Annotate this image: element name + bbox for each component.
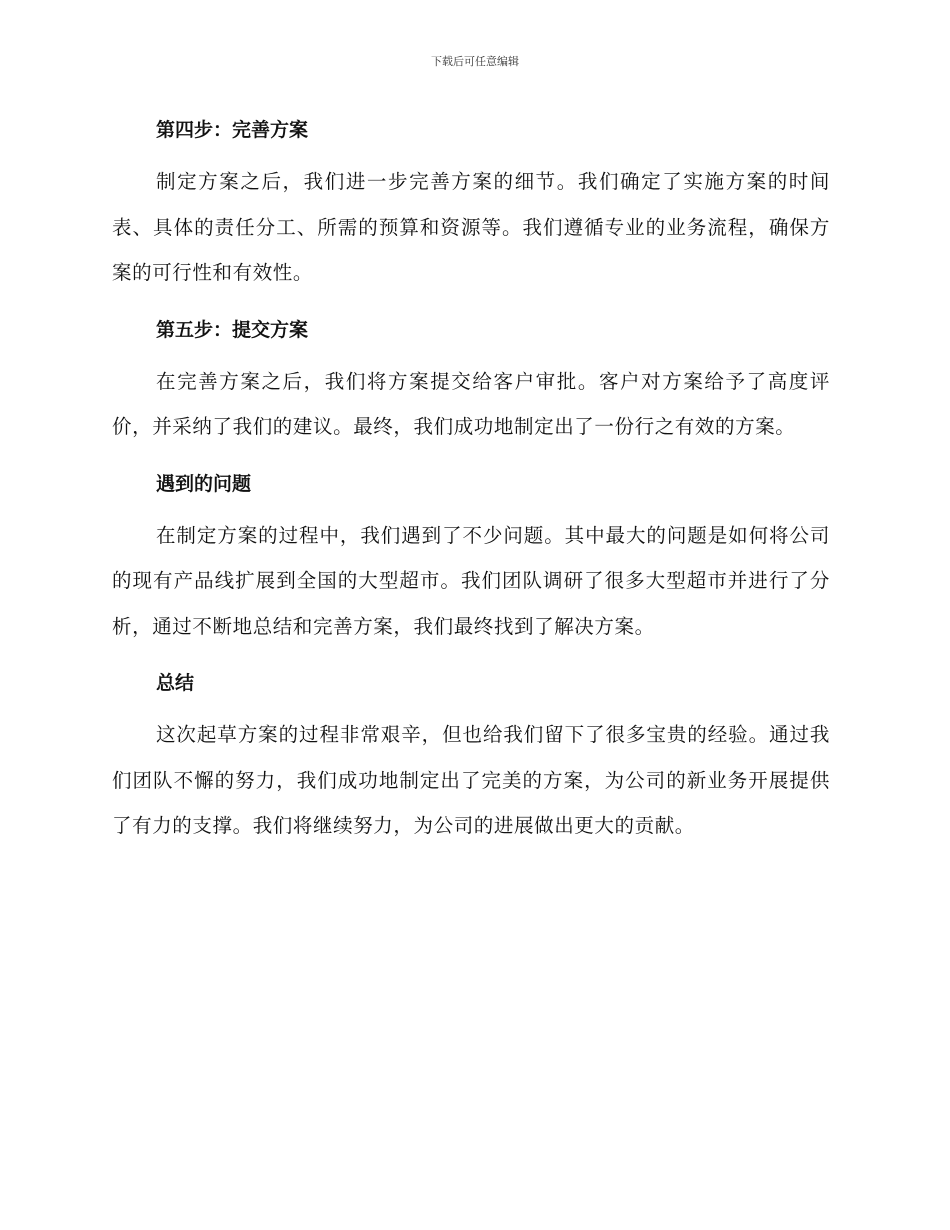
- section-paragraph: 在完善方案之后，我们将方案提交给客户审批。客户对方案给予了高度评价，并采纳了我们的建议。最终，我们成功地制定出了一份行之有效的方案。: [112, 369, 830, 438]
- section-step-five: [112, 310, 830, 450]
- section-heading: 遇到的问题: [156, 472, 252, 495]
- section-paragraph: 在制定方案的过程中，我们遇到了不少问题。其中最大的问题是如何将公司的现有产品线扩展到全国的大型超市。我们团队调研了很多大型超市并进行了分析，通过不断地总结和完善方案，我们最终找到了解决方案。: [112, 523, 830, 638]
- section-step-four: [112, 110, 830, 296]
- section-summary: [112, 663, 830, 849]
- section-paragraph: 这次起草方案的过程非常艰辛，但也给我们留下了很多宝贵的经验。通过我们团队不懈的努力，我们成功地制定出了完美的方案，为公司的新业务开展提供了有力的支撑。我们将继续努力，为公司的进展做出更大的贡献。: [112, 723, 830, 837]
- document-body: [112, 110, 830, 863]
- page-header: 下载后可任意编辑: [431, 55, 519, 68]
- section-heading: 第四步：完善方案: [156, 119, 309, 141]
- section-problems: [112, 464, 830, 650]
- section-heading: 总结: [156, 672, 195, 694]
- section-heading: 第五步：提交方案: [156, 318, 309, 341]
- section-paragraph: 制定方案之后，我们进一步完善方案的细节。我们确定了实施方案的时间表、具体的责任分工、所需的预算和资源等。我们遵循专业的业务流程，确保方案的可行性和有效性。: [112, 170, 830, 284]
